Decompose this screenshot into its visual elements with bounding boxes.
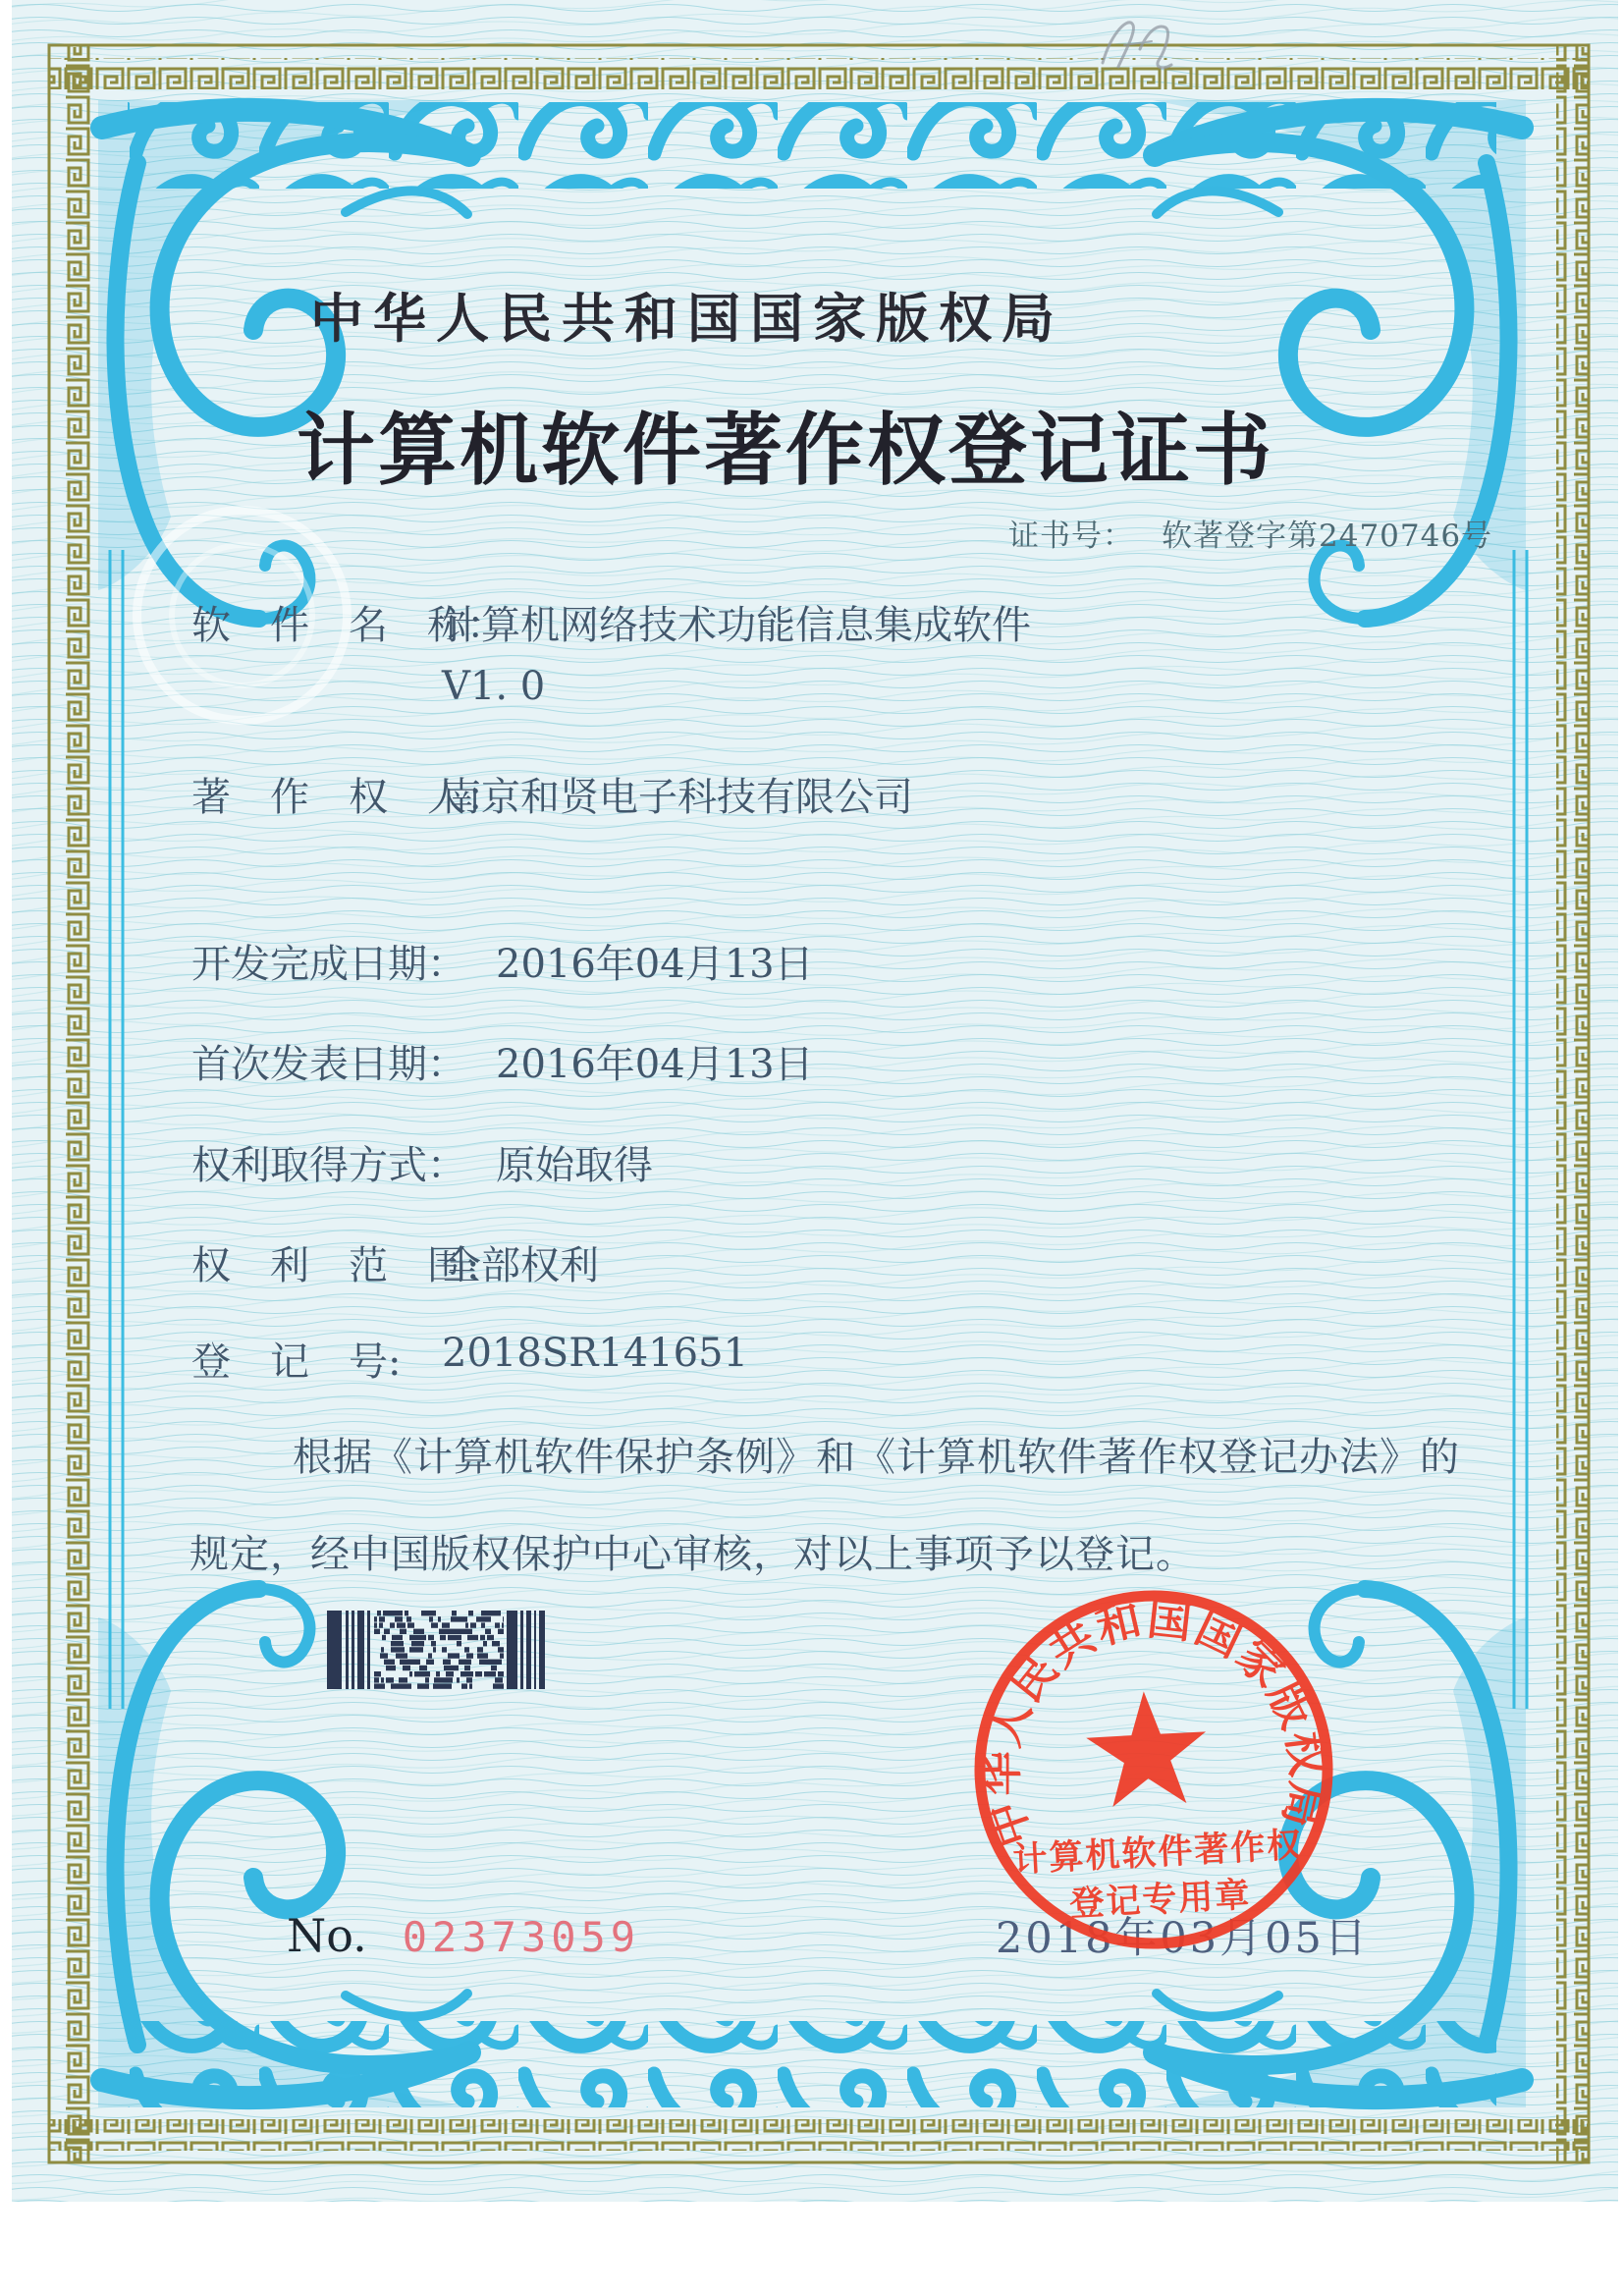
serial-number-value: 02373059	[402, 1913, 641, 1961]
meander-band-bottom	[49, 2119, 1589, 2151]
certificate-number-value: 软著登字第2470746号	[1162, 519, 1493, 554]
field-label: 软 件 名 称：	[191, 603, 506, 648]
seal-ring-text: 中华人民共和国国家版权局	[975, 1592, 1334, 1854]
embossed-seal-watermark	[133, 506, 352, 725]
field-rights-scope	[191, 1234, 599, 1290]
field-value: 原始取得	[496, 1143, 653, 1188]
statement-line-2: 规定，经中国版权保护中心审核，对以上事项予以登记。	[189, 1532, 1196, 1577]
field-label: 权 利 范 围:	[191, 1243, 480, 1288]
barcode	[327, 1611, 549, 1689]
embossed-seal-inner-ring	[169, 542, 315, 688]
field-first-publish-date	[191, 1033, 814, 1089]
field-label: 权利取得方式：	[191, 1143, 466, 1188]
field-value: 2016年04月13日	[496, 942, 814, 987]
field-label: 首次发表日期：	[191, 1042, 466, 1087]
official-seal	[952, 1568, 1355, 1971]
field-value: 2016年04月13日	[496, 1042, 814, 1087]
statement-line-1: 根据《计算机软件保护条例》和《计算机软件著作权登记办法》的	[293, 1435, 1460, 1480]
meander-band-top	[49, 58, 1589, 89]
registration-date: 2018年03月05日	[996, 1914, 1370, 1963]
field-value: 南京和贤电子科技有限公司	[442, 775, 913, 820]
field-dev-complete-date	[191, 933, 814, 989]
field-label: 开发完成日期：	[191, 942, 466, 987]
certificate-number-line	[1008, 511, 1492, 555]
field-label: 登 记 号:	[191, 1339, 402, 1385]
seal-caption-line-2: 登记专用章	[1068, 1876, 1253, 1925]
pencil-scribble	[1075, 2, 1272, 90]
certificate-number-label: 证书号：	[1008, 519, 1134, 554]
issuing-authority-title: 中华人民共和国国家版权局	[310, 287, 1064, 350]
field-registration-number	[191, 1331, 749, 1387]
field-value: 计算机网络技术功能信息集成软件	[442, 603, 1031, 648]
certificate-title: 计算机软件著作权登记证书	[297, 404, 1274, 496]
field-software-version: V1. 0	[442, 664, 546, 709]
seal-star-icon	[1084, 1688, 1210, 1808]
outer-frame-line	[49, 45, 1589, 2162]
seal-caption-line-1: 计算机软件著作权	[1011, 1826, 1305, 1881]
field-copyright-owner	[191, 766, 913, 822]
meander-band-left	[59, 45, 90, 2162]
field-label: 著 作 权 人：	[191, 775, 506, 820]
serial-number-line	[287, 1909, 640, 1962]
field-value: 全部权利	[442, 1243, 599, 1288]
field-value: 2018SR141651	[442, 1331, 749, 1376]
meander-band-right	[1556, 45, 1588, 2162]
serial-number-label: No.	[287, 1909, 367, 1962]
field-rights-acquisition	[191, 1134, 653, 1190]
